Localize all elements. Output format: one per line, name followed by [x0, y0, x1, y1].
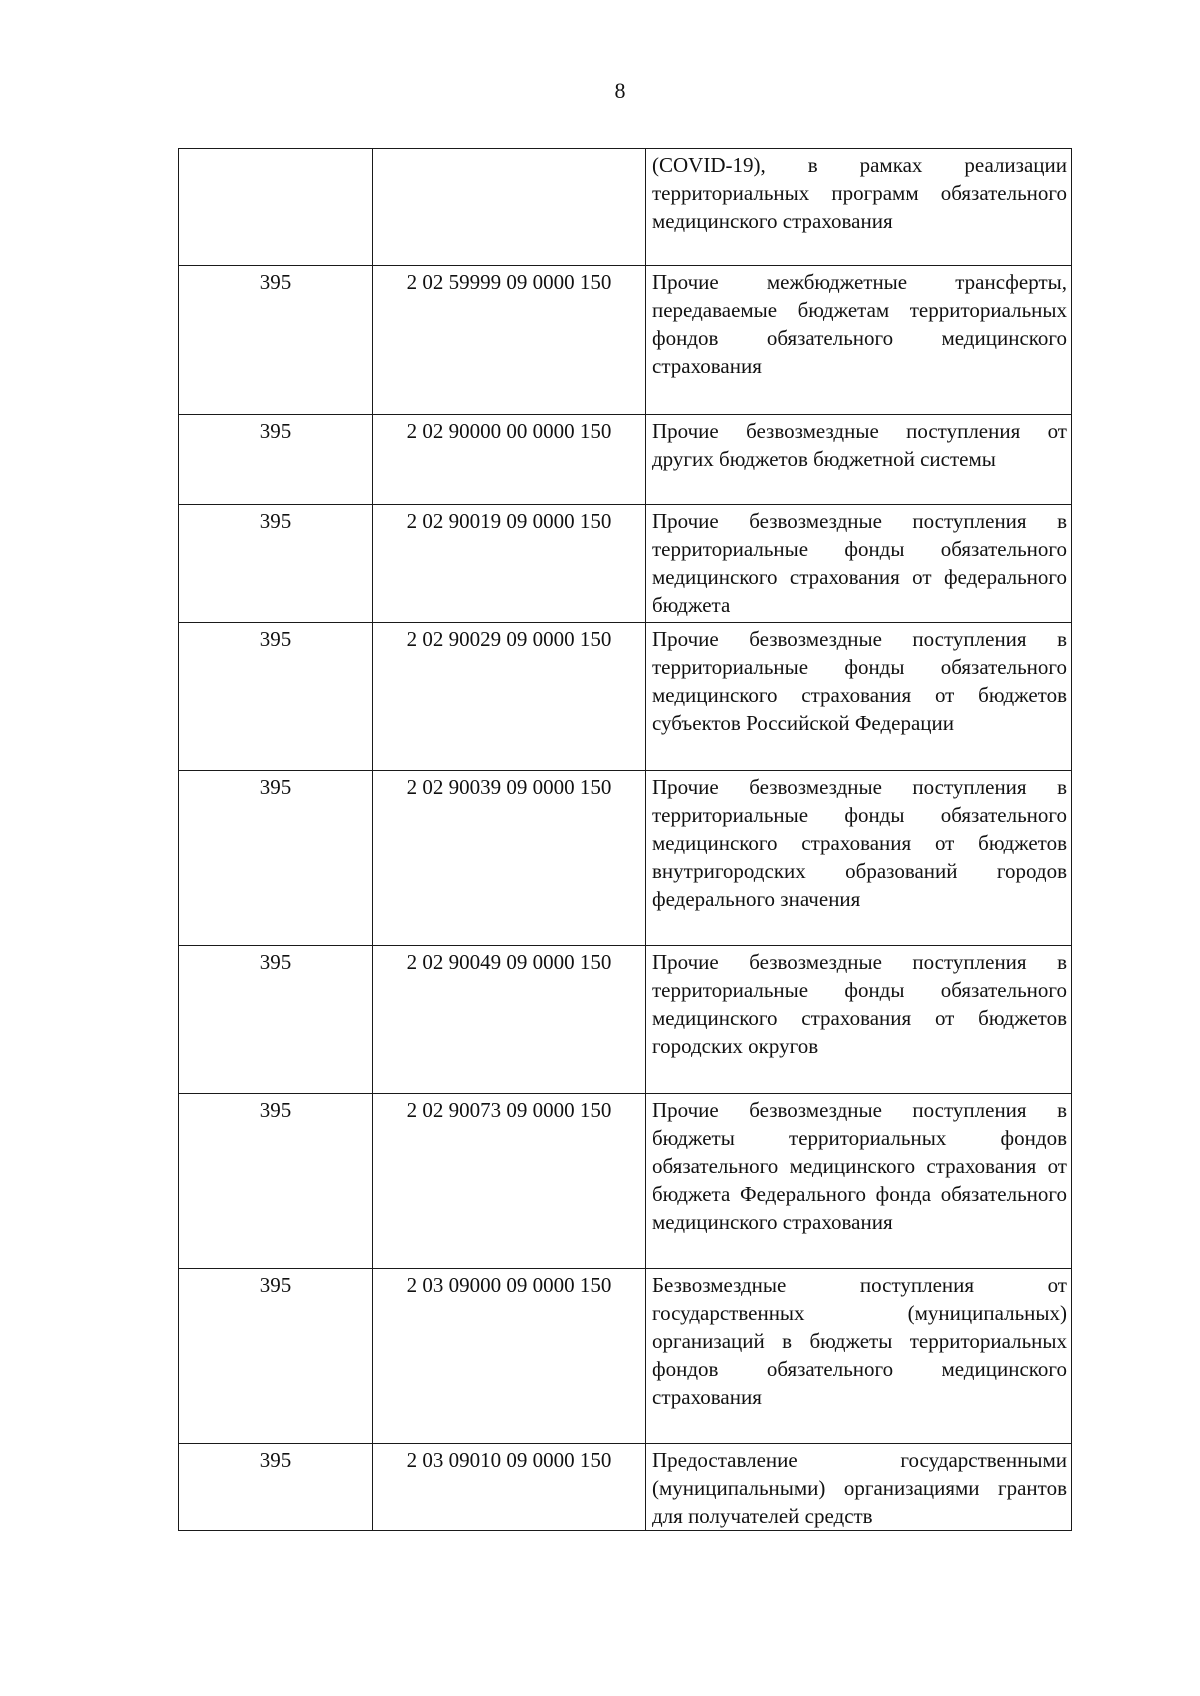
- page-number: 8: [614, 78, 626, 103]
- admin-code-cell: [179, 149, 373, 266]
- classification-code: 2 02 90073 09 0000 150: [406, 1098, 612, 1122]
- classification-code: 2 02 90049 09 0000 150: [406, 950, 612, 974]
- classification-code: 2 03 09010 09 0000 150: [406, 1448, 612, 1472]
- classification-code-cell: [373, 946, 646, 1094]
- admin-code: 395: [259, 1098, 292, 1122]
- revenue-name: Предоставление государственными (муниципальными) организациями грантов для получателей средств: [646, 1444, 1072, 1531]
- budget-classification-table: [178, 148, 1072, 1531]
- classification-code-cell: [373, 1094, 646, 1269]
- table-row: [179, 1094, 1072, 1269]
- classification-code: 2 02 90000 00 0000 150: [406, 419, 612, 443]
- table-row: [179, 1444, 1072, 1531]
- admin-code: 395: [259, 419, 292, 443]
- admin-code-cell: [179, 415, 373, 505]
- revenue-name: Прочие безвозмездные поступления в территориальные фонды обязательного медицинского страхования от бюджетов городских округов: [646, 946, 1072, 1094]
- admin-code: 395: [259, 1273, 292, 1297]
- classification-code: 2 03 09000 09 0000 150: [406, 1273, 612, 1297]
- classification-code-cell: [373, 1269, 646, 1444]
- classification-code-cell: [373, 771, 646, 946]
- admin-code: 395: [259, 775, 292, 799]
- admin-code-cell: [179, 1444, 373, 1531]
- admin-code: 395: [259, 950, 292, 974]
- table-row: [179, 623, 1072, 771]
- classification-code-cell: [373, 415, 646, 505]
- revenue-name: Прочие безвозмездные поступления в территориальные фонды обязательного медицинского страхования от бюджетов внутригородских образований городов федерального значения: [646, 771, 1072, 946]
- admin-code: 395: [259, 1448, 292, 1472]
- classification-code: [373, 149, 645, 151]
- table-row: [179, 415, 1072, 505]
- admin-code-cell: [179, 771, 373, 946]
- classification-code: 2 02 90029 09 0000 150: [406, 627, 612, 651]
- classification-code: 2 02 59999 09 0000 150: [406, 270, 612, 294]
- admin-code: 395: [259, 627, 292, 651]
- classification-code-cell: [373, 1444, 646, 1531]
- classification-code-cell: [373, 505, 646, 623]
- admin-code-cell: [179, 946, 373, 1094]
- admin-code-cell: [179, 505, 373, 623]
- classification-code-cell: [373, 623, 646, 771]
- admin-code: 395: [259, 270, 292, 294]
- admin-code: [179, 149, 372, 151]
- admin-code-cell: [179, 1094, 373, 1269]
- admin-code-cell: [179, 1269, 373, 1444]
- revenue-name: Прочие межбюджетные трансферты, передаваемые бюджетам территориальных фондов обязательного медицинского страхования: [646, 266, 1072, 415]
- table-row: [179, 946, 1072, 1094]
- revenue-name: Прочие безвозмездные поступления в бюджеты территориальных фондов обязательного медицинского страхования от бюджета Федерального фонда обязательного медицинского страхования: [646, 1094, 1072, 1269]
- revenue-name: Безвозмездные поступления от государственных (муниципальных) организаций в бюджеты территориальных фондов обязательного медицинского страхования: [646, 1269, 1072, 1444]
- table-row: [179, 149, 1072, 266]
- table-row: [179, 266, 1072, 415]
- table-row: [179, 505, 1072, 623]
- revenue-name: Прочие безвозмездные поступления в территориальные фонды обязательного медицинского страхования от бюджетов субъектов Российской Федерации: [646, 623, 1072, 771]
- revenue-name: (COVID-19), в рамках реализации территориальных программ обязательного медицинского страхования: [646, 149, 1072, 266]
- admin-code-cell: [179, 623, 373, 771]
- admin-code: 395: [259, 509, 292, 533]
- admin-code-cell: [179, 266, 373, 415]
- classification-code: 2 02 90019 09 0000 150: [406, 509, 612, 533]
- classification-code-cell: [373, 266, 646, 415]
- classification-code-cell: [373, 149, 646, 266]
- revenue-name: Прочие безвозмездные поступления в территориальные фонды обязательного медицинского страхования от федерального бюджета: [646, 505, 1072, 623]
- table-row: [179, 1269, 1072, 1444]
- classification-code: 2 02 90039 09 0000 150: [406, 775, 612, 799]
- revenue-name: Прочие безвозмездные поступления от других бюджетов бюджетной системы: [646, 415, 1072, 505]
- table-row: [179, 771, 1072, 946]
